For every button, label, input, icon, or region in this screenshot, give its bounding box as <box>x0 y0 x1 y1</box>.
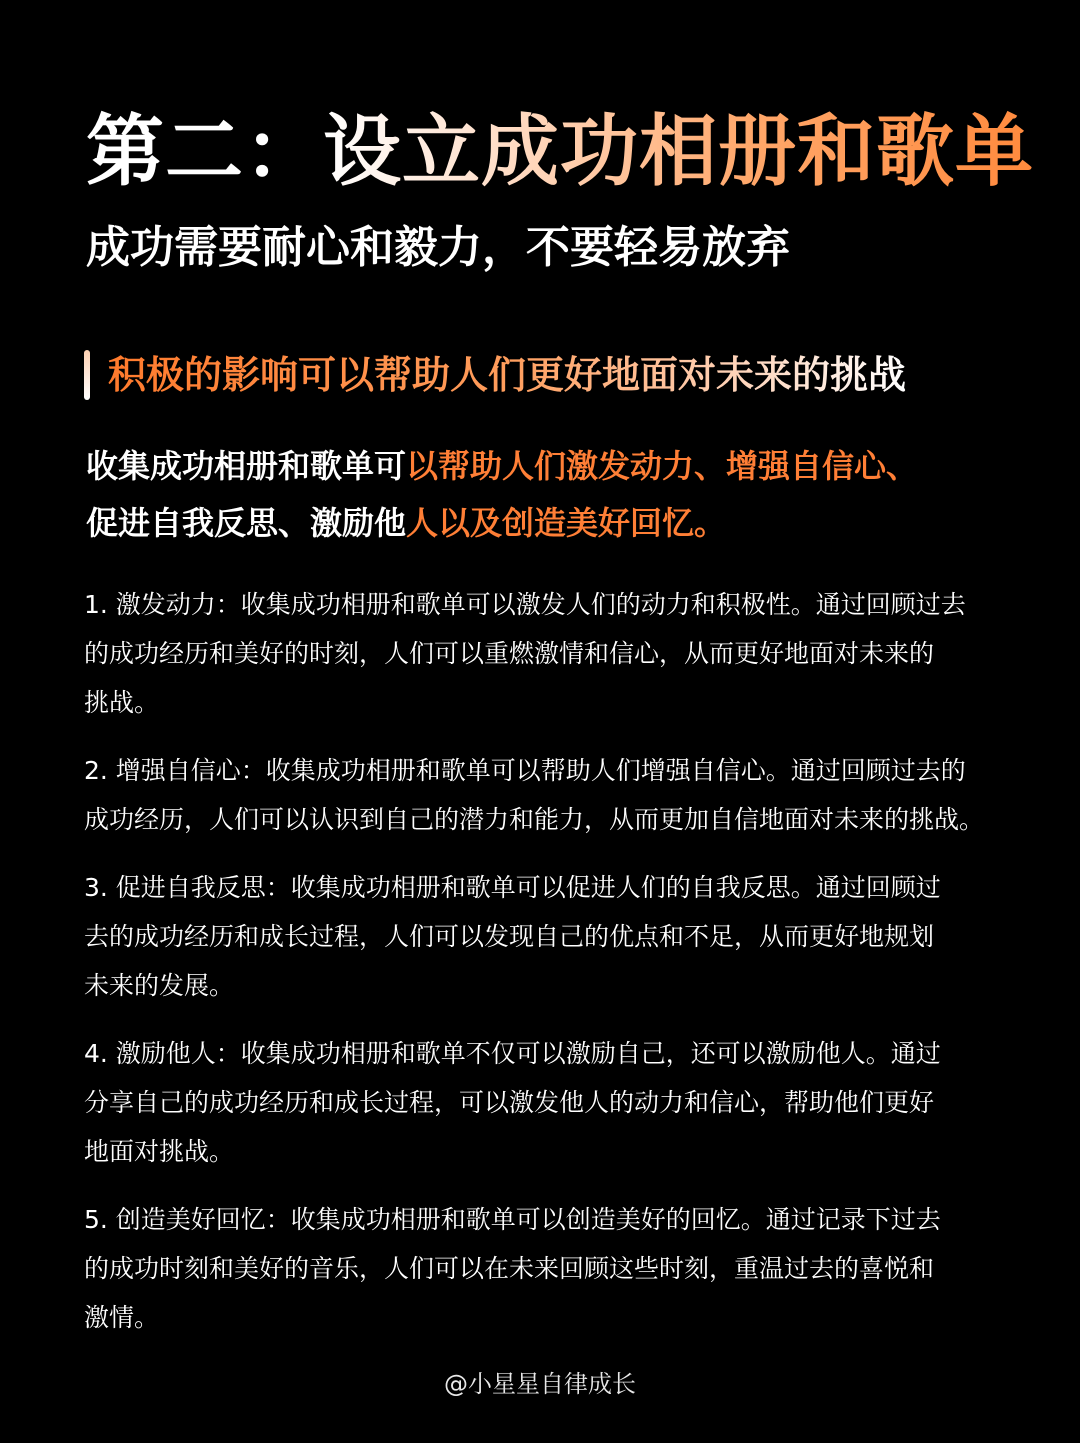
list-item-line: 去的成功经历和成长过程，人们可以发现自己的优点和不足，从而更好地规划 <box>84 922 935 951</box>
page-subtitle: 成功需要耐心和毅力，不要轻易放弃 <box>86 222 790 273</box>
list-item-line: 的成功经历和美好的时刻，人们可以重燃激情和信心，从而更好地面对未来的 <box>84 639 935 668</box>
list-item-line: 地面对挑战。 <box>84 1137 235 1166</box>
list-item-line: 分享自己的成功经历和成长过程，可以激发他人的动力和信心，帮助他们更好 <box>84 1088 935 1117</box>
intro-line <box>86 495 1046 552</box>
list-item-line: 未来的发展。 <box>84 971 235 1000</box>
section-heading-text: 积极的影响可以帮助人们更好地面对未来的挑战 <box>108 346 906 404</box>
intro-text-highlight: 人以及创造美好回忆。 <box>406 504 727 542</box>
list-item-line: 成功经历，人们可以认识到自己的潜力和能力，从而更加自信地面对未来的挑战。 <box>84 805 985 834</box>
intro-text-white: 促进自我反思、激励他 <box>86 504 407 542</box>
list-item-4 <box>84 1029 1068 1176</box>
list-item-1 <box>84 580 1068 727</box>
list-item-line: 5. 创造美好回忆：收集成功相册和歌单可以创造美好的回忆。通过记录下过去 <box>84 1205 941 1234</box>
list-item-line: 的成功时刻和美好的音乐，人们可以在未来回顾这些时刻，重温过去的喜悦和 <box>84 1254 935 1283</box>
list-item-5 <box>84 1195 1068 1342</box>
list-item-3 <box>84 863 1068 1010</box>
list-item-line: 3. 促进自我反思：收集成功相册和歌单可以促进人们的自我反思。通过回顾过 <box>84 873 941 902</box>
list-item-line: 激情。 <box>84 1303 160 1332</box>
section-heading <box>84 346 1074 402</box>
list-item-line: 1. 激发动力：收集成功相册和歌单可以激发人们的动力和积极性。通过回顾过去 <box>84 590 966 619</box>
intro-line <box>86 438 1046 495</box>
page-title <box>86 104 1076 200</box>
intro-paragraph <box>86 438 1046 552</box>
list-item-2 <box>84 746 1068 844</box>
intro-text-white: 收集成功相册和歌单可 <box>86 447 407 485</box>
list-item-line: 2. 增强自信心：收集成功相册和歌单可以帮助人们增强自信心。通过回顾过去的 <box>84 756 966 785</box>
title-prefix: 第二： <box>86 107 324 197</box>
title-highlight: 设立成功相册和歌单 <box>323 107 1035 197</box>
intro-text-highlight: 以帮助人们激发动力、增强自信心、 <box>406 447 919 485</box>
benefit-list <box>84 580 1068 1361</box>
section-bar-accent <box>84 350 90 400</box>
list-item-line: 4. 激励他人：收集成功相册和歌单不仅可以激励自己，还可以激励他人。通过 <box>84 1039 941 1068</box>
list-item-line: 挑战。 <box>84 688 160 717</box>
author-handle: @小星星自律成长 <box>444 1370 636 1398</box>
